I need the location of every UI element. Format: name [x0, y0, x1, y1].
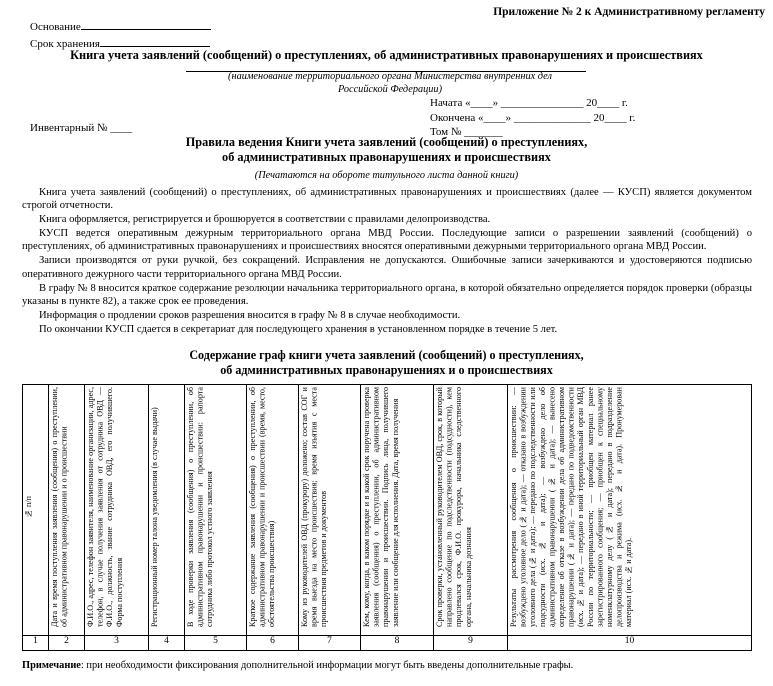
column-header-text: Кому из руководителей ОВД (прокурору) доложено; состав СОГ и время выезда на место происшествия; время изъятия с места происшествия предметов и документов	[300, 387, 329, 627]
organization-caption-line1: (наименование территориального органа Министерства внутренних дел	[228, 71, 552, 82]
inventory-field: Инвентарный № ____	[30, 122, 133, 134]
rules-paragraph: Записи производятся от руки ручкой, без сокращений. Исправления не допускаются. Ошибочные записи зачеркиваются и удостоверяются подписью оперативного дежурного части территориального органа МВД России.	[22, 255, 752, 280]
table-header-cell-3	[85, 385, 149, 636]
column-header-text: Ф.И.О., адрес, телефон заявителя, наименование организации, адрес, телефон, в случае получения заявления от сотрудника ОВД — Ф.И.О., должность, звание сотрудника ОВД, его получившего. Форма поступления	[86, 387, 124, 627]
footer-note-label: Примечание	[22, 660, 81, 671]
column-header-text: Дата и время поступления заявления (сообщения) о преступлении, об административном правонарушении и о происшествии	[50, 387, 69, 627]
top-left-fields	[30, 18, 211, 52]
column-number-cell: 2	[49, 636, 85, 651]
basis-blank	[81, 18, 211, 30]
finished-field: Окончена «____» ______________ 20____ г.	[430, 111, 636, 124]
organization-caption-line2: Российской Федерации)	[337, 83, 443, 95]
retention-label: Срок хранения	[30, 38, 100, 50]
columns-description-table	[22, 384, 752, 651]
column-number-cell: 3	[85, 636, 149, 651]
column-header-text: Срок проверки, установленный руководителем ОВД, срок, в который направлено сообщение по подследственности (подсудности), кем продлевался срок, Ф.И.О. прокурора, начальника следственного органа, начальника дознания	[435, 387, 473, 627]
rules-title-line1: Правила ведения Книги учета заявлений (сообщений) о преступлениях,	[185, 135, 588, 149]
columns-content-title-line2: об административных правонарушениях и о происшествиях	[220, 362, 553, 377]
column-header-text: Результаты рассмотрения сообщения о происшествии: — возбуждено уголовное дело (№ и дата); — отказано в возбуждении уголовного дела (№ и дата); — передано по подследственности или подсудности (исх. № и дата); — возбуждено дело об административном правонарушении (№ и дата); — вынесено определение об отказе в возбуждении дела об административном правонарушении (№ и дата); — передано по подведомственности (исх. № и дата); — передано в иной территориальный орган МВД России по территориальности; — приобщен материал ранее зарегистрированного сообщения; — приобщен к специальному номенклатурному делу (№ и дата); передано в подразделение делопроизводства и режима (исх. № и дата). Пронумерован материал (исх. № и дата).	[509, 387, 634, 627]
rules-paragraph: Информация о продлении сроков разрешения вносится в графу № 8 в случае необходимости.	[39, 309, 461, 321]
column-number-cell: 8	[361, 636, 434, 651]
column-header-text: Кем, кому, когда, в каком порядке и в какой срок поручена проверка заявления (сообщения) о преступлении, об административном правонарушении и происшествии. Подпись лица, получившего заявление или сообщение для исполнения. Дата, время получения	[362, 387, 400, 627]
column-number-cell: 6	[247, 636, 299, 651]
column-number-cell: 5	[185, 636, 247, 651]
basis-label: Основание	[30, 21, 81, 33]
footer-note	[22, 660, 751, 671]
column-number-cell: 10	[508, 636, 752, 651]
basis-field-row	[30, 18, 211, 35]
table-header-cell-8	[361, 385, 434, 636]
rules-paragraph: Книга оформляется, регистрируется и брошюруется в соответствии с правилами делопроизводства.	[39, 214, 491, 226]
table-header-cell-1	[23, 385, 49, 636]
column-number-cell: 7	[299, 636, 361, 651]
table-header-cell-10	[508, 385, 752, 636]
print-note: (Печатаются на обороте титульного листа данной книги)	[254, 170, 519, 181]
columns-content-title	[0, 348, 773, 377]
appendix-label: Приложение № 2 к Административному регламенту	[493, 6, 765, 18]
rules-paragraph: Книга учета заявлений (сообщений) о преступлениях, об административных правонарушениях и происшествиях (далее — КУСП) является документом строгой отчетности.	[22, 187, 752, 212]
table-header-row	[23, 385, 752, 636]
column-header-text: № п/п	[24, 496, 33, 518]
rules-paragraph: КУСП ведется оперативным дежурным территориального органа МВД России. Последующие записи о разрешении заявлений (сообщений) о преступлениях, об административных правонарушениях и происшествиях вносятся оперативными дежурными территориального органа МВД России.	[22, 228, 752, 253]
rules-title-line2: об административных правонарушениях и происшествиях	[222, 150, 551, 164]
page-title: Книга учета заявлений (сообщений) о преступлениях, об административных правонарушениях и происшествиях	[70, 48, 703, 62]
column-header-text: Регистрационный номер талона уведомления (в случае выдачи)	[150, 407, 159, 627]
started-field: Начата «____» _______________ 20____ г.	[430, 97, 628, 109]
table-header-cell-6	[247, 385, 299, 636]
columns-content-title-line1: Содержание граф книги учета заявлений (сообщений) о преступлениях,	[189, 348, 584, 362]
column-header-text: Краткое содержание заявления (сообщения) о преступлении, об административном правонарушении и происшествии (время, место, обстоятельства происшествия)	[248, 387, 277, 627]
rules-body	[22, 186, 752, 337]
rules-paragraph: В графу № 8 вносится краткое содержание резолюции начальника территориального органа, в которой обязательно определяется порядок проверки (образцы указаны в пункте 82), а также срок ее проведения.	[22, 282, 752, 307]
table-number-row	[23, 636, 752, 651]
table-header-cell-5	[185, 385, 247, 636]
table-header-cell-9	[434, 385, 508, 636]
column-number-cell: 9	[434, 636, 508, 651]
volume-field: Том № _______	[430, 126, 503, 138]
table-header-cell-4	[149, 385, 185, 636]
rules-title	[0, 135, 773, 165]
column-number-cell: 4	[149, 636, 185, 651]
footer-note-text: : при необходимости фиксирования дополнительной информации могут быть введены дополнительные графы.	[80, 660, 574, 671]
column-number-cell: 1	[23, 636, 49, 651]
organization-caption	[120, 71, 660, 96]
rules-paragraph: По окончании КУСП сдается в секретариат для последующего хранения в установленном порядке в течение 5 лет.	[39, 323, 558, 335]
date-fields	[430, 96, 635, 140]
retention-blank	[100, 35, 210, 47]
table-header-cell-2	[49, 385, 85, 636]
table-header-cell-7	[299, 385, 361, 636]
column-header-text: В ходе проверки заявления (сообщения) о преступлении, об административном правонарушении и происшествии: рапорта сотрудника либо протокол устного заявления	[186, 387, 215, 627]
